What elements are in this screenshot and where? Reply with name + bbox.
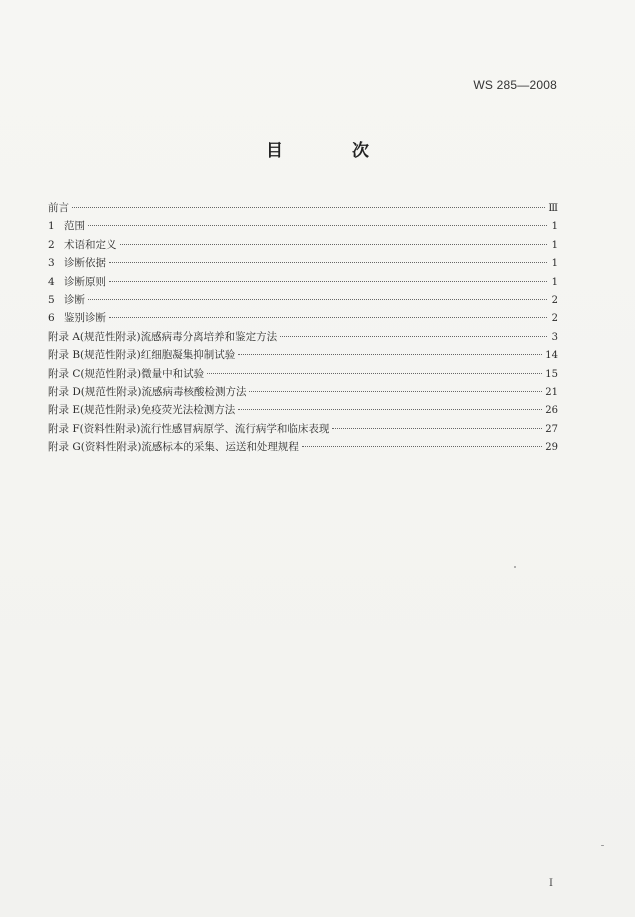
toc-entry-page: 15 [545, 368, 558, 380]
toc-dot-leader [332, 428, 542, 429]
toc-entry[interactable] [48, 346, 558, 364]
toc-entry[interactable] [48, 217, 558, 235]
toc-entry-page: 1 [551, 258, 558, 270]
toc-entry-title: 诊断依据 [64, 257, 106, 270]
toc-entry-page: 1 [551, 276, 558, 288]
toc-entry-title: 鉴别诊断 [64, 312, 106, 325]
toc-entry-title: 诊断 [64, 293, 85, 306]
paper-speck [514, 566, 516, 568]
toc-entry-page: 3 [551, 331, 558, 343]
toc-entry-title: 术语和定义 [64, 238, 117, 251]
toc-entry-title: 附录 A(规范性附录)流感病毒分离培养和鉴定方法 [48, 330, 278, 343]
toc-entry[interactable] [48, 291, 558, 309]
toc-entry-title: 前言 [48, 202, 69, 214]
toc-entry-title: 附录 D(规范性附录)流感病毒核酸检测方法 [48, 385, 247, 398]
toc-entry-number: 1 [48, 220, 55, 233]
toc-entry-page: Ⅲ [548, 203, 558, 214]
toc-entry-title: 范围 [64, 220, 85, 233]
toc-entry-title: 附录 F(资料性附录)流行性感冒病原学、流行病学和临床表现 [48, 422, 330, 435]
toc-dot-leader [238, 354, 542, 355]
toc-entry[interactable] [48, 236, 558, 254]
toc-entry-page: 26 [545, 405, 558, 417]
toc-entry[interactable] [48, 401, 558, 419]
toc-entry-title: 附录 G(资料性附录)流感标本的采集、运送和处理规程 [48, 441, 299, 454]
toc-entry-number: 2 [48, 238, 55, 251]
toc-entry-page: 14 [545, 350, 558, 362]
toc-dot-leader [249, 391, 542, 392]
toc-entry[interactable] [48, 365, 558, 383]
toc-entry-title: 附录 B(规范性附录)红细胞凝集抑制试验 [48, 349, 236, 362]
page-title: 目 次 [266, 141, 395, 161]
toc-dot-leader [109, 262, 547, 263]
toc-entry-title: 诊断原则 [64, 275, 106, 288]
toc-dot-leader [88, 299, 547, 300]
toc-dot-leader [72, 207, 545, 208]
toc-entry-page: 21 [545, 386, 558, 398]
toc-entry[interactable] [48, 254, 558, 272]
toc-dot-leader [207, 373, 542, 374]
toc-entry-number: 5 [48, 293, 55, 306]
toc-entry[interactable] [48, 273, 558, 291]
toc-entry-page: 2 [551, 294, 558, 306]
toc-entry[interactable] [48, 328, 558, 346]
toc-dot-leader [109, 281, 547, 282]
toc-entry-number: 4 [48, 275, 55, 288]
toc-entry-page: 1 [551, 239, 558, 251]
toc-entry-title: 附录 C(规范性附录)微量中和试验 [48, 367, 205, 380]
toc-entry[interactable] [48, 438, 558, 456]
toc-entry-page: 1 [551, 221, 558, 233]
toc-entry-page: 27 [545, 423, 558, 435]
toc-entry-number: 3 [48, 257, 55, 270]
toc-dot-leader [88, 225, 547, 226]
toc-dot-leader [120, 244, 548, 245]
toc-dot-leader [280, 336, 547, 337]
paper-speck [601, 845, 604, 846]
toc-entry-number: 6 [48, 312, 55, 325]
toc-entry-title: 附录 E(规范性附录)免疫荧光法检测方法 [48, 404, 236, 417]
toc-entry[interactable] [48, 420, 558, 438]
toc-dot-leader [238, 409, 542, 410]
toc-dot-leader [109, 317, 547, 318]
toc-entry-page: 2 [551, 313, 558, 325]
standard-code: WS 285—2008 [473, 78, 557, 92]
toc-entry[interactable] [48, 383, 558, 401]
toc-entry[interactable] [48, 199, 558, 217]
toc-entry-page: 29 [545, 442, 558, 454]
page-number: I [549, 878, 553, 889]
toc-dot-leader [302, 446, 542, 447]
toc-entry[interactable] [48, 309, 558, 327]
table-of-contents [48, 199, 558, 456]
